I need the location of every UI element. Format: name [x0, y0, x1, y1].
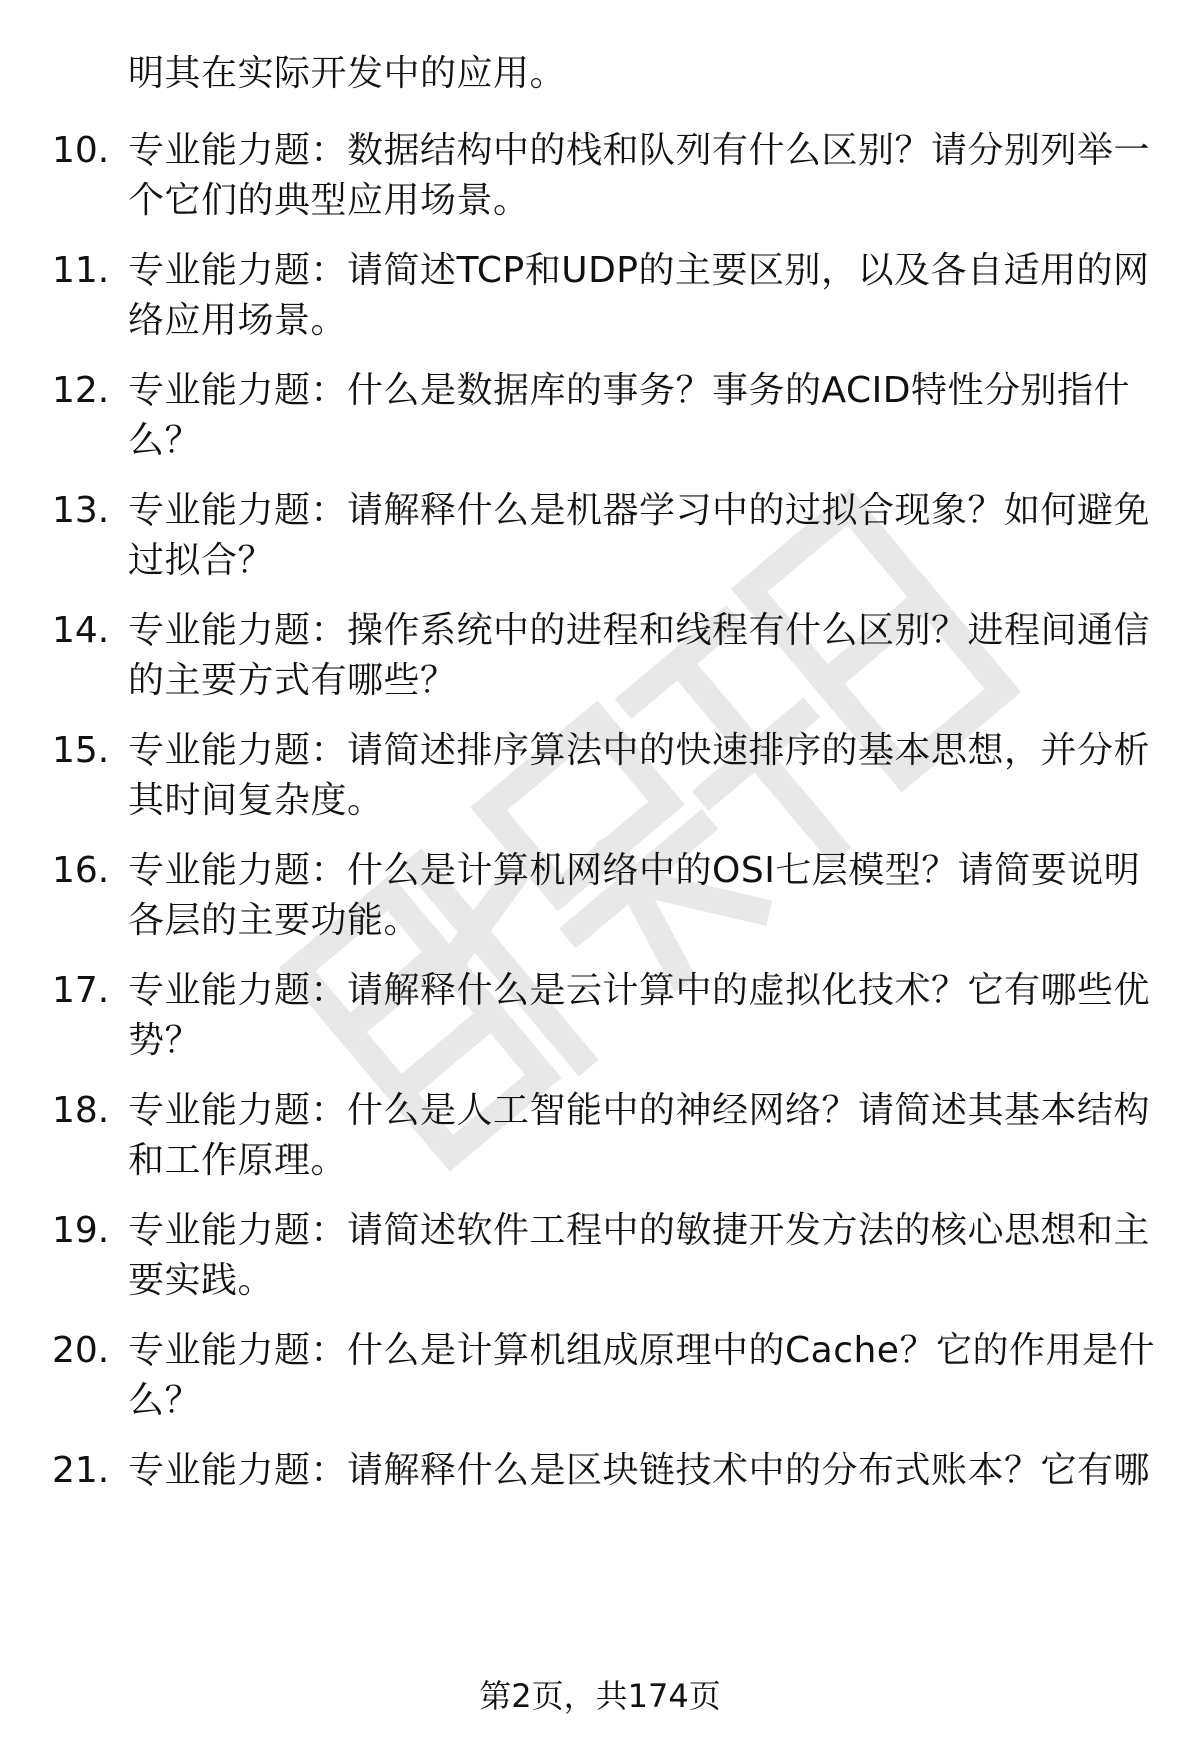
- item-text-line: 专业能力题：什么是人工智能中的神经网络？请简述其基本结构: [128, 1090, 1151, 1131]
- item-text-line: 专业能力题：什么是计算机网络中的OSI七层模型？请简要说明: [128, 850, 1141, 891]
- item-text-line: 专业能力题：请简述TCP和UDP的主要区别，以及各自适用的网: [128, 250, 1150, 291]
- item-text-line: 专业能力题：请简述排序算法中的快速排序的基本思想，并分析: [128, 730, 1151, 771]
- item-text-line: 势？: [128, 1020, 202, 1061]
- item-number: 19.: [52, 1210, 110, 1251]
- item-text-line: 其时间复杂度。: [128, 780, 384, 821]
- item-text-line: 和工作原理。: [128, 1140, 348, 1181]
- item-text-line: 专业能力题：操作系统中的进程和线程有什么区别？进程间通信: [128, 610, 1151, 651]
- item-number: 16.: [52, 850, 110, 891]
- item-text-line: 专业能力题：数据结构中的栈和队列有什么区别？请分别列举一: [128, 130, 1151, 171]
- item-text-line: 专业能力题：什么是数据库的事务？事务的ACID特性分别指什: [128, 370, 1130, 411]
- item-text-line: 各层的主要功能。: [128, 900, 421, 941]
- item-text-line: 专业能力题：请简述软件工程中的敏捷开发方法的核心思想和主: [128, 1210, 1151, 1251]
- item-text-line: 专业能力题：请解释什么是机器学习中的过拟合现象？如何避免: [128, 490, 1151, 531]
- item-text-line: 过拟合？: [128, 540, 275, 581]
- item-text-line: 络应用场景。: [128, 300, 348, 341]
- item-number: 10.: [52, 130, 110, 171]
- item-number: 20.: [52, 1330, 110, 1371]
- item-text-line: 的主要方式有哪些？: [128, 660, 457, 701]
- item-text-line: 么？: [128, 420, 202, 461]
- item-number: 13.: [52, 490, 110, 531]
- item-text-line: 专业能力题：什么是计算机组成原理中的Cache？它的作用是什: [128, 1330, 1155, 1371]
- page-footer: 第2页，共174页: [479, 1677, 721, 1715]
- item-text-line: 要实践。: [128, 1260, 275, 1301]
- item-number: 12.: [52, 370, 110, 411]
- item-text-line: 么？: [128, 1380, 202, 1421]
- item-number: 14.: [52, 610, 110, 651]
- item-number: 15.: [52, 730, 110, 771]
- item-text-line: 专业能力题：请解释什么是云计算中的虚拟化技术？它有哪些优: [128, 970, 1151, 1011]
- item-number: 18.: [52, 1090, 110, 1131]
- item-number: 11.: [52, 250, 110, 291]
- item-text-line: 专业能力题：请解释什么是区块链技术中的分布式账本？它有哪: [128, 1450, 1151, 1491]
- item-number: 21.: [52, 1450, 110, 1491]
- item-number: 17.: [52, 970, 110, 1011]
- continuation-line: 明其在实际开发中的应用。: [128, 53, 567, 94]
- item-text-line: 个它们的典型应用场景。: [128, 180, 530, 221]
